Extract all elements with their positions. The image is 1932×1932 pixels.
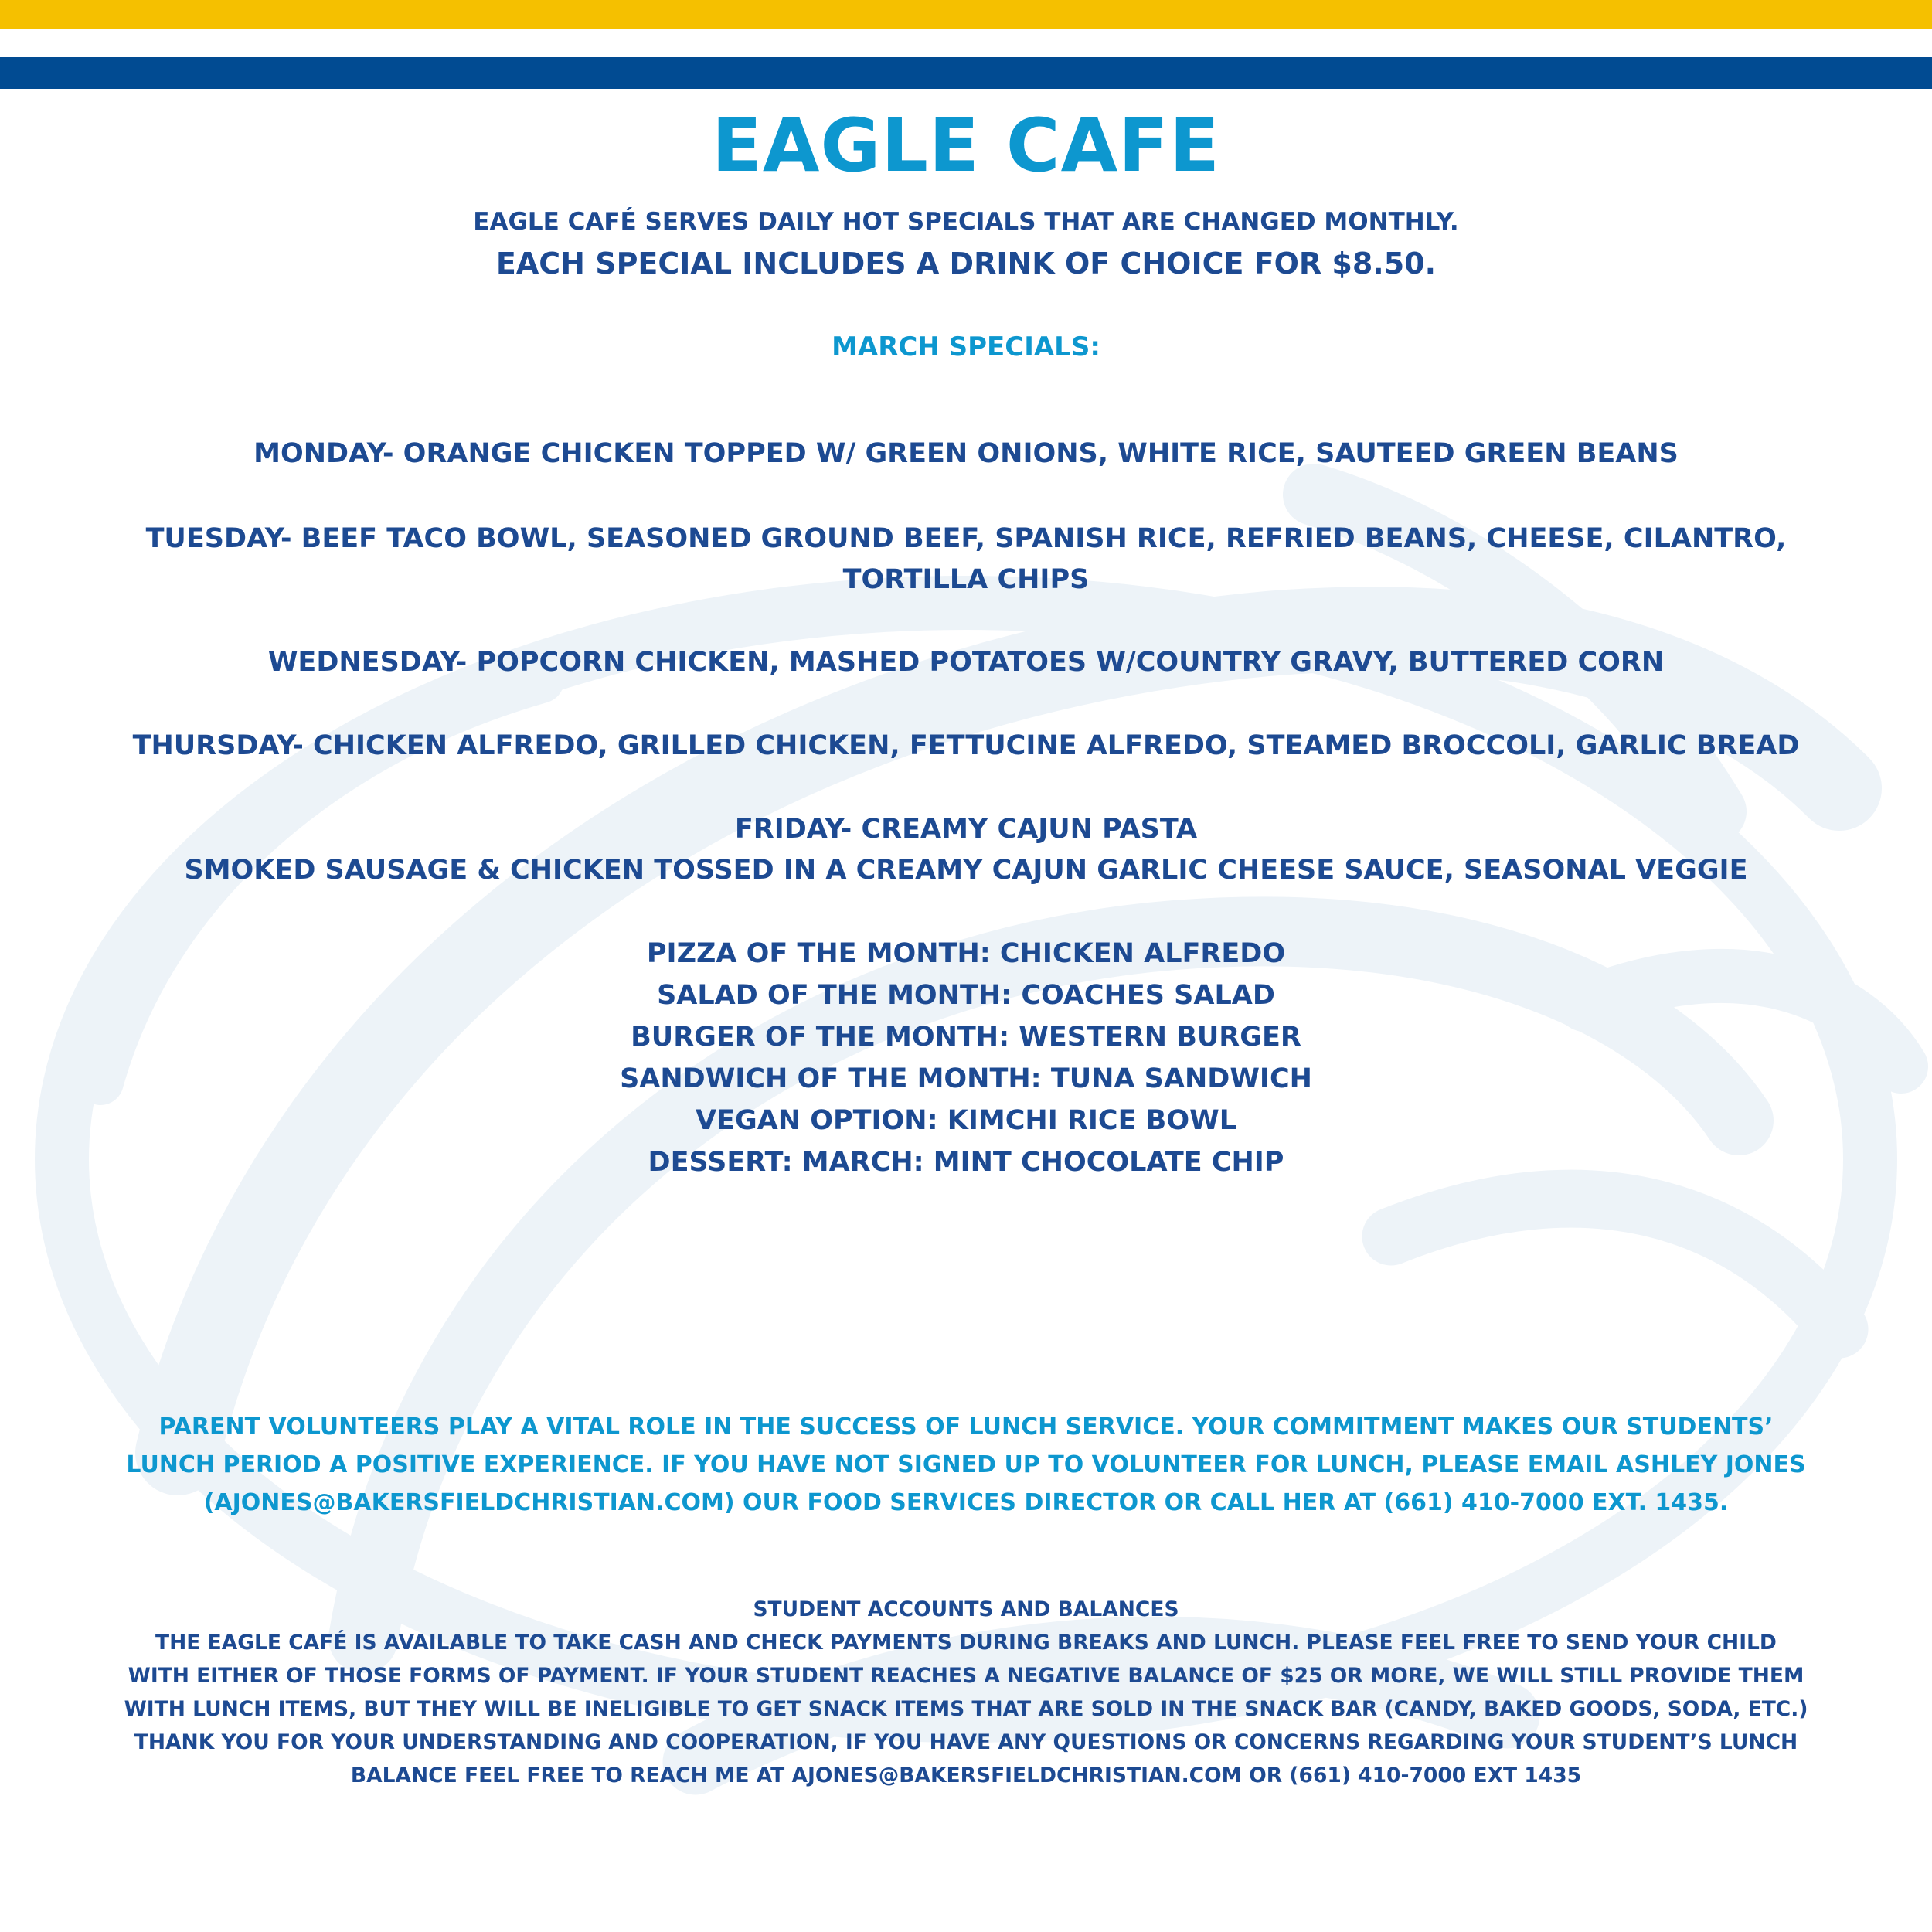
pizza-of-the-month: PIZZA OF THE MONTH: CHICKEN ALFREDO [646,938,1286,969]
burger-of-the-month: BURGER OF THE MONTH: WESTERN BURGER [631,1022,1301,1053]
special-friday-line-2: SMOKED SAUSAGE & CHICKEN TOSSED IN A CREAMY CAJUN GARLIC CHEESE SAUCE, SEASONAL VEGGIE [184,855,1748,886]
volunteer-line-1: PARENT VOLUNTEERS PLAY A VITAL ROLE IN THE SUCCESS OF LUNCH SERVICE. YOUR COMMITMENT MAKES OUR STUDENTS’ [158,1413,1774,1440]
page-title: EAGLE CAFE [712,104,1220,189]
special-monday: MONDAY- ORANGE CHICKEN TOPPED W/ GREEN ONIONS, WHITE RICE, SAUTEED GREEN BEANS [253,438,1679,469]
volunteer-line-3: (AJONES@BAKERSFIELDCHRISTIAN.COM) OUR FOOD SERVICES DIRECTOR OR CALL HER AT (661) 410-7000 EXT. 1435. [203,1489,1729,1516]
vegan-option: VEGAN OPTION: KIMCHI RICE BOWL [695,1105,1237,1136]
special-friday-line-1: FRIDAY- CREAMY CAJUN PASTA [734,814,1198,845]
intro-line-2: EACH SPECIAL INCLUDES A DRINK OF CHOICE FOR $8.50. [495,247,1437,281]
accounts-line-4: THANK YOU FOR YOUR UNDERSTANDING AND COOPERATION, IF YOU HAVE ANY QUESTIONS OR CONCERNS REGARDING YOUR STUDENT’S LUNCH [134,1730,1798,1754]
accounts-line-5: BALANCE FEEL FREE TO REACH ME AT AJONES@BAKERSFIELDCHRISTIAN.COM OR (661) 410-7000 EXT 1435 [350,1764,1582,1787]
accounts-line-1: THE EAGLE CAFÉ IS AVAILABLE TO TAKE CASH AND CHECK PAYMENTS DURING BREAKS AND LUNCH. PLEASE FEEL FREE TO SEND YOUR CHILD [155,1631,1777,1655]
accounts-heading: STUDENT ACCOUNTS AND BALANCES [753,1597,1179,1621]
volunteer-line-2: LUNCH PERIOD A POSITIVE EXPERIENCE. IF YOU HAVE NOT SIGNED UP TO VOLUNTEER FOR LUNCH, PLEASE EMAIL ASHLEY JONES [126,1451,1806,1478]
accounts-line-2: WITH EITHER OF THOSE FORMS OF PAYMENT. IF YOUR STUDENT REACHES A NEGATIVE BALANCE OF $25 OR MORE, WE WILL STILL PROVIDE THEM [128,1664,1804,1688]
salad-of-the-month: SALAD OF THE MONTH: COACHES SALAD [657,980,1275,1011]
month-heading: MARCH SPECIALS: [832,332,1100,362]
dessert-of-the-month: DESSERT: MARCH: MINT CHOCOLATE CHIP [648,1147,1284,1178]
sandwich-of-the-month: SANDWICH OF THE MONTH: TUNA SANDWICH [620,1063,1312,1094]
special-thursday: THURSDAY- CHICKEN ALFREDO, GRILLED CHICKEN, FETTUCINE ALFREDO, STEAMED BROCCOLI, GARLIC BREAD [132,730,1800,761]
accounts-line-3: WITH LUNCH ITEMS, BUT THEY WILL BE INELIGIBLE TO GET SNACK ITEMS THAT ARE SOLD IN THE SNACK BAR (CANDY, BAKED GOODS, SODA, ETC.) [124,1697,1808,1721]
special-wednesday: WEDNESDAY- POPCORN CHICKEN, MASHED POTATOES W/COUNTRY GRAVY, BUTTERED CORN [267,647,1665,678]
special-tuesday-line-2: TORTILLA CHIPS [842,564,1090,595]
intro-line-1: EAGLE CAFÉ SERVES DAILY HOT SPECIALS THAT ARE CHANGED MONTHLY. [473,208,1459,236]
special-tuesday-line-1: TUESDAY- BEEF TACO BOWL, SEASONED GROUND BEEF, SPANISH RICE, REFRIED BEANS, CHEESE, CILANTRO, [145,523,1787,554]
